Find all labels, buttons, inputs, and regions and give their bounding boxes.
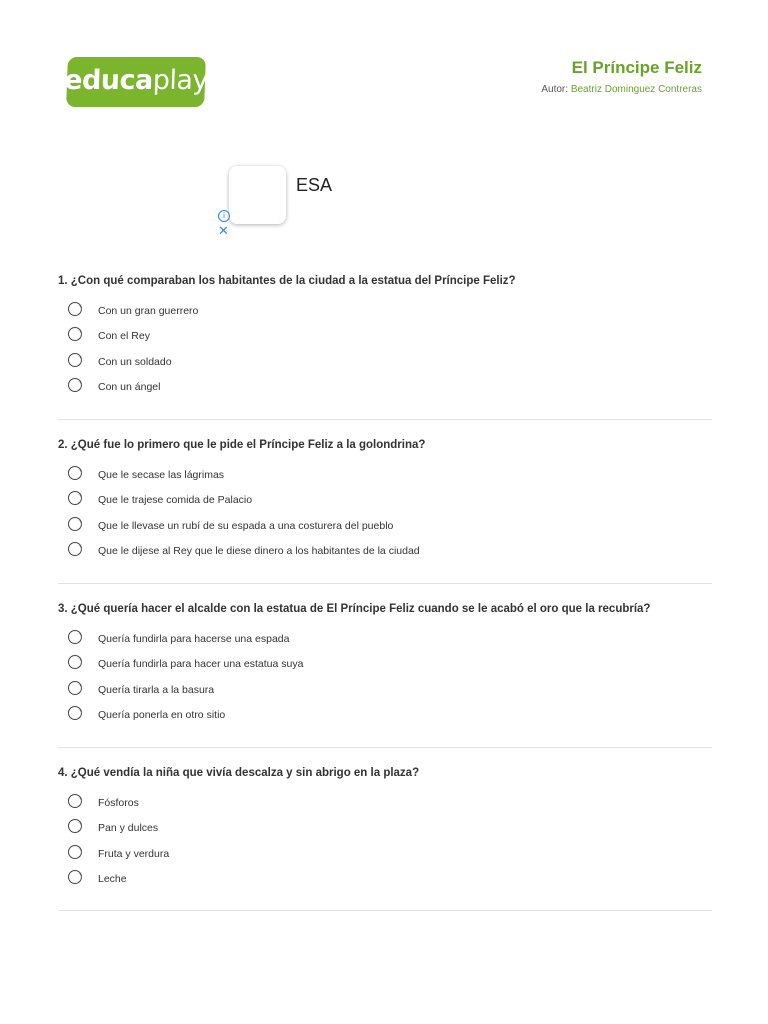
option-label: Con un soldado	[98, 355, 172, 368]
question-title: 2. ¿Qué fue lo primero que le pide el Príncipe Feliz a la golondrina?	[58, 439, 426, 451]
option-label: Quería fundirla para hacerse una espada	[98, 633, 290, 645]
radio-icon[interactable]	[68, 327, 82, 341]
page-title: El Príncipe Feliz	[571, 58, 702, 77]
radio-icon[interactable]	[68, 491, 82, 505]
option-item[interactable]	[58, 822, 712, 847]
radio-icon[interactable]	[68, 466, 82, 480]
close-icon[interactable]: ✕	[218, 224, 229, 239]
option-item[interactable]	[58, 494, 712, 519]
question-3	[58, 603, 712, 748]
option-item[interactable]	[58, 797, 712, 822]
option-label: Fósforos	[98, 797, 139, 809]
option-item[interactable]	[58, 633, 712, 658]
author-label: Autor:	[541, 84, 569, 95]
option-item[interactable]	[58, 684, 712, 709]
option-item[interactable]	[58, 545, 712, 570]
option-item[interactable]	[58, 356, 712, 381]
option-label: Con un ángel	[98, 380, 161, 393]
option-list	[58, 633, 712, 734]
question-4	[58, 767, 712, 911]
question-1	[58, 275, 712, 420]
option-label: Pan y dulces	[98, 822, 159, 835]
educaplay-logo[interactable]	[63, 57, 209, 107]
ad-text[interactable]: ESA	[296, 175, 333, 195]
radio-icon[interactable]	[68, 630, 82, 644]
radio-icon[interactable]	[68, 681, 82, 695]
question-2	[58, 439, 712, 584]
option-item[interactable]	[58, 709, 712, 734]
option-item[interactable]	[58, 469, 712, 494]
radio-icon[interactable]	[68, 655, 82, 669]
option-label: Quería fundirla para hacer una estatua suya	[98, 658, 304, 671]
option-item[interactable]	[58, 305, 712, 330]
radio-icon[interactable]	[68, 706, 82, 720]
radio-icon[interactable]	[68, 302, 82, 316]
radio-icon[interactable]	[68, 819, 82, 833]
option-label: Con el Rey	[98, 330, 150, 343]
radio-icon[interactable]	[68, 845, 82, 859]
logo-text-light: play	[152, 65, 209, 96]
option-list	[58, 305, 712, 406]
option-list	[58, 797, 712, 898]
radio-icon[interactable]	[68, 870, 82, 884]
option-label: Que le trajese comida de Palacio	[98, 494, 253, 507]
option-item[interactable]	[58, 330, 712, 355]
question-title: 3. ¿Qué quería hacer el alcalde con la estatua de El Príncipe Feliz cuando se le acabó el oro que la recubría?	[58, 603, 651, 615]
radio-icon[interactable]	[68, 378, 82, 392]
option-item[interactable]	[58, 381, 712, 406]
option-item[interactable]	[58, 658, 712, 683]
option-label: Fruta y verdura	[98, 847, 170, 860]
radio-icon[interactable]	[68, 353, 82, 367]
option-label: Quería tirarla a la basura	[98, 683, 215, 696]
option-label: Leche	[98, 872, 127, 885]
question-title: 4. ¿Qué vendía la niña que vivía descalza y sin abrigo en la plaza?	[58, 767, 420, 779]
option-label: Que le dijese al Rey que le diese dinero a los habitantes de la ciudad	[98, 544, 420, 557]
option-list	[58, 469, 712, 570]
option-item[interactable]	[58, 848, 712, 873]
option-label: Que le llevase un rubí de su espada a una costurera del pueblo	[98, 519, 394, 532]
author-line	[541, 84, 702, 95]
ad-image[interactable]	[229, 166, 286, 224]
info-icon[interactable]: i	[218, 210, 230, 222]
radio-icon[interactable]	[68, 794, 82, 808]
option-item[interactable]	[58, 873, 712, 898]
logo-text-bold: educa	[63, 65, 154, 96]
question-title: 1. ¿Con qué comparaban los habitantes de la ciudad a la estatua del Príncipe Feliz?	[58, 275, 516, 287]
option-label: Con un gran guerrero	[98, 305, 199, 317]
activity-header	[541, 58, 702, 95]
radio-icon[interactable]	[68, 517, 82, 531]
option-label: Quería ponerla en otro sitio	[98, 708, 226, 721]
radio-icon[interactable]	[68, 542, 82, 556]
option-label: Que le secase las lágrimas	[98, 469, 225, 481]
option-item[interactable]	[58, 520, 712, 545]
author-name[interactable]: Beatriz Dominguez Contreras	[570, 84, 702, 95]
